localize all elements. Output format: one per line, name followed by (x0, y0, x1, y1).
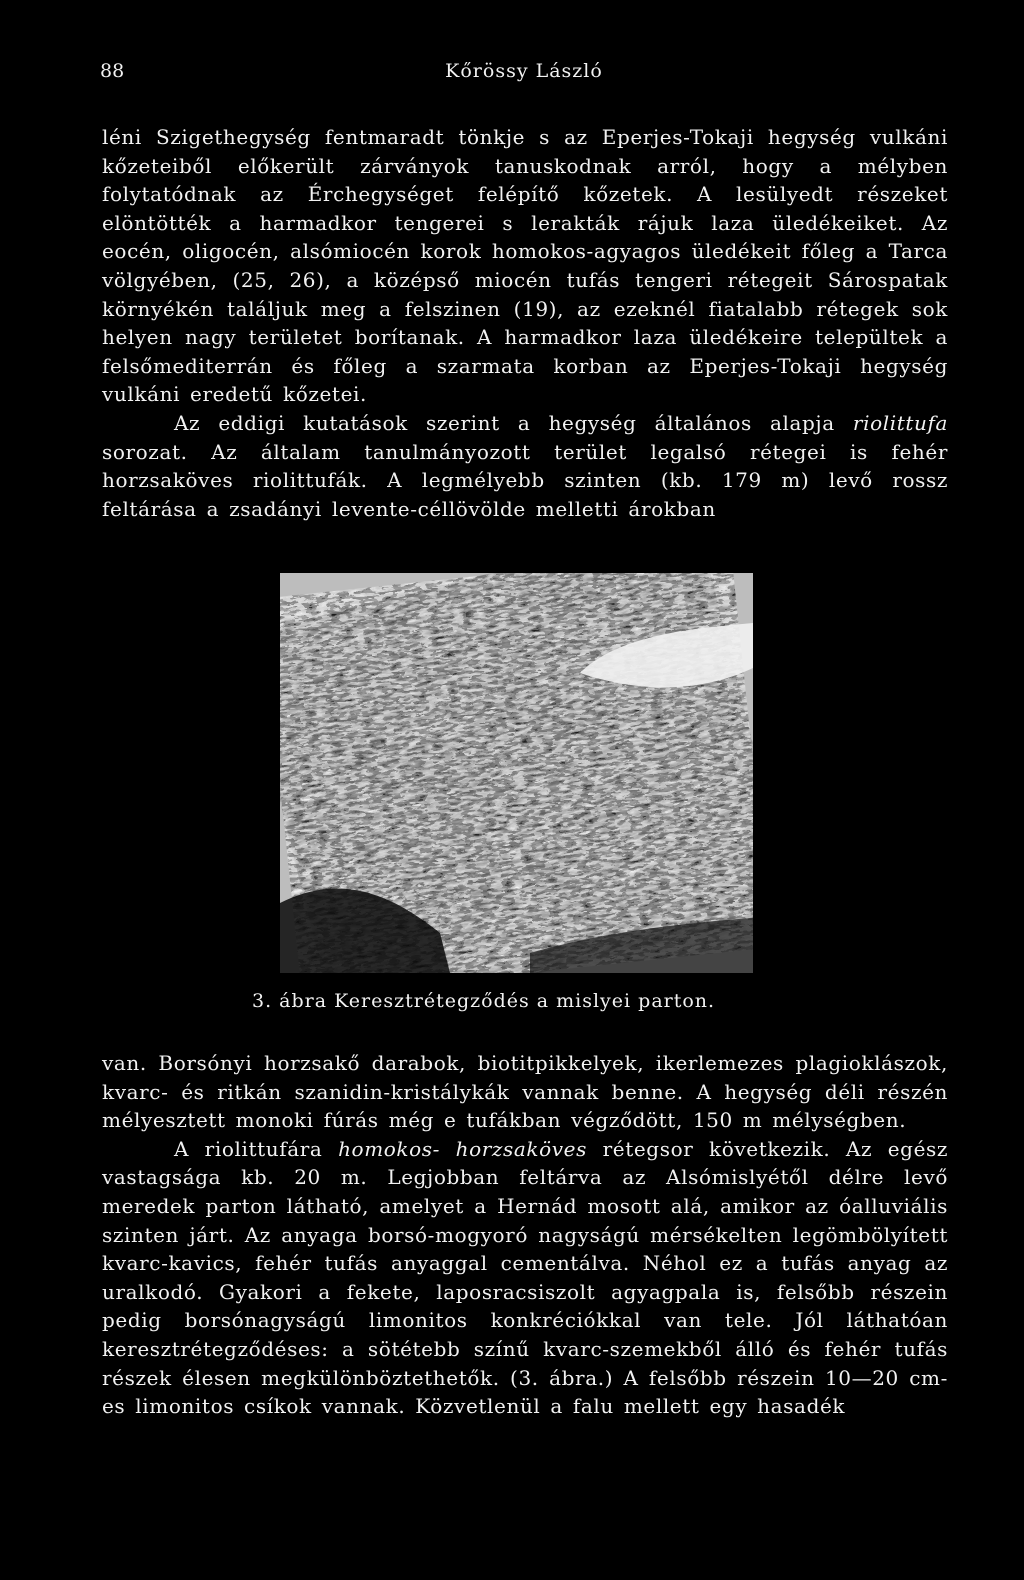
italic-term: homokos- horzsaköves (338, 1136, 587, 1161)
page-header (100, 60, 948, 90)
page-number: 88 (100, 60, 125, 82)
paragraph (102, 1049, 948, 1135)
paragraph (102, 409, 948, 523)
paragraph-text: Az eddigi kutatások szerint a hegység általános alapja (174, 410, 853, 435)
paragraph-text: A riolittufára (174, 1136, 339, 1161)
running-head: Kőrössy László (445, 60, 603, 82)
paragraph-text: sorozat. Az általam tanulmányozott terület legalsó rétegei is fehér horzsaköves riolittufák. A legmélyebb szinten (kb. 179 m) levő rossz feltárása a zsadányi levente-céllövölde melletti árokban (102, 439, 948, 521)
photo-image (280, 573, 753, 973)
body-text-top (102, 123, 948, 523)
paragraph (102, 1135, 948, 1421)
body-text-bottom (102, 1049, 948, 1421)
figure-caption: 3. ábra Keresztrétegződés a mislyei parton. (252, 990, 716, 1012)
italic-term: riolittufa (852, 410, 948, 435)
paragraph-text: rétegsor következik. Az egész vastagsága kb. 20 m. Legjobban feltárva az Alsómislyétől délre levő meredek parton látható, amelyet a Hernád mosott alá, amikor az óalluviális szinten járt. Az anyaga borsó-mogyoró nagyságú mérsékelten legömbölyített kvarc-kavics, fehér tufás anyaggal cementálva. Néhol ez a tufás anyag az uralkodó. Gyakori a fekete, laposracsiszolt agyagpala is, felsőbb részein pedig borsónagyságú limonitos konkréciókkal van tele. Jól láthatóan keresztrétegződéses: a sötétebb színű kvarc-szemekből álló és fehér tufás részek élesen megkülönböztethetők. (3. ábra.) A felsőbb részein 10—20 cm-es limonitos csíkok vannak. Közvetlenül a falu mellett egy hasadék (102, 1136, 949, 1419)
cross-bedding-photo (280, 573, 753, 973)
paragraph (102, 123, 948, 409)
paragraph-text: van. Borsónyi horzsakő darabok, biotitpikkelyek, ikerlemezes plagioklászok, kvarc- és ritkán szanidin-kristálykák vannak benne. A hegység déli részén mélyesztett monoki fúrás még e tufákban végződött, 150 m mélységben. (102, 1051, 948, 1133)
paragraph-text: léni Szigethegység fentmaradt tönkje s az Eperjes-Tokaji hegység vulkáni kőzeteiből előkerült zárványok tanuskodnak arról, hogy a mélyben folytatódnak az Érchegységet felépítő kőzetek. A lesülyedt részeket elöntötték a harmadkor tengerei s lerakták rájuk laza üledékeiket. Az eocén, oligocén, alsómiocén korok homokos-agyagos üledékeit főleg a Tarca völgyében, (25, 26), a középső miocén tufás tengeri rétegeit Sárospatak környékén találjuk meg a felszinen (19), az ezeknél fiatalabb rétegek sok helyen nagy területet borítanak. A harmadkor laza üledékeire települtek a felsőmediterrán és főleg a szarmata korban az Eperjes-Tokaji hegység vulkáni eredetű kőzetei. (102, 125, 948, 407)
